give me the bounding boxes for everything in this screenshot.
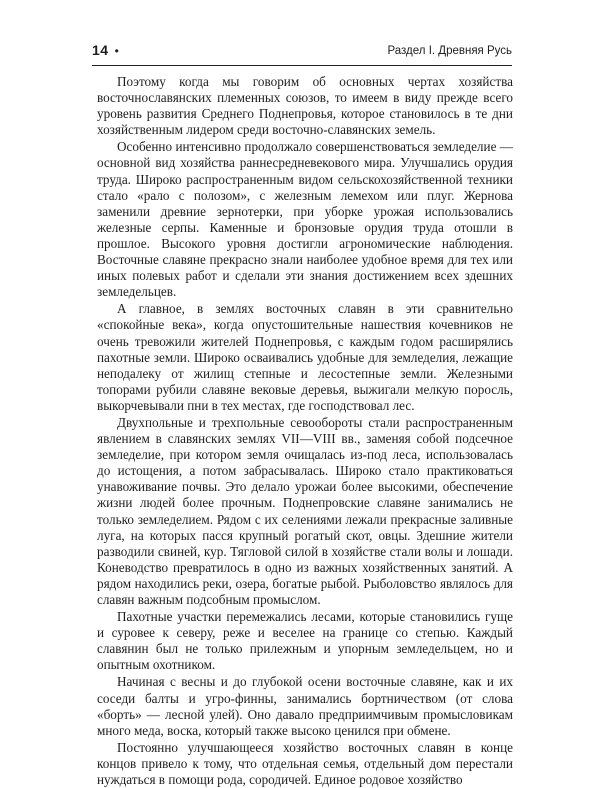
paragraph: Особенно интенсивно продолжало совершенствоваться земледелие — основной вид хозяйства раннесредневекового мира. Улучшались орудия труда. Широко распространенным видом сельскохозяйственной техники стало «рало с полозом», с железным лемехом или плуг. Жернова заменили древние зернотерки, при уборке урожая использовались железные серпы. Каменные и бронзовые орудия труда отошли в прошлое. Высокого уровня достигли агрономические наблюдения. Восточные славяне прекрасно знали наиболее удобное время для тех или иных полевых работ и сделали эти знания достижением всех здешних земледельцев. — [97, 139, 513, 300]
paragraph: Пахотные участки перемежались лесами, которые становились гуще и суровее к северу, реже и веселее на границе со степью. Каждый славянин был не только прилежным и упорным земледельцем, но и опытным охотником. — [97, 609, 513, 673]
body-text — [97, 74, 513, 788]
page-number-group — [92, 42, 119, 60]
paragraph: А главное, в землях восточных славян в эти сравнительно «спокойные века», когда опустошительные нашествия кочевников не очень тревожили жителей Поднепровья, с каждым годом расширялись пахотные земли. Широко осваивались удобные для земледелия, лежащие неподалеку от жилищ степные и лесостепные земли. Железными топорами рубили славяне вековые деревья, выжигали мелкую поросль, выкорчевывали пни в тех местах, где господствовал лес. — [97, 301, 513, 413]
running-head — [92, 40, 512, 62]
paragraph: Постоянно улучшающееся хозяйство восточных славян в конце концов привело к тому, что отдельная семья, отдельный дом перестали нуждаться в помощи рода, сородичей. Единое родовое хозяйство — [97, 739, 513, 788]
section-title: Раздел I. Древняя Русь — [387, 45, 512, 57]
paragraph: Поэтому когда мы говорим об основных чертах хозяйства восточнославянских племенных союзов, то имеем в виду прежде всего уровень развития Среднего Поднепровья, которое становилось в те дни хозяйственным лидером среди восточно-славянских земель. — [97, 74, 513, 138]
paragraph: Двухпольные и трехпольные севообороты стали распространенным явлением в славянских землях VII—VIII вв., заменяя собой подсечное земледелие, при котором земля очищалась из-под леса, использовалась до истощения, а потом забрасывалась. Широко стало практиковаться унавоживание почвы. Это делало урожаи более высокими, обеспечение жизни людей более прочным. Поднепровские славяне занимались не только земледелием. Рядом с их селениями лежали прекрасные заливные луга, на которых пасся крупный рогатый скот, овцы. Здешние жители разводили свиней, кур. Тягловой силой в хозяйстве стали волы и лошади. Коневодство превратилось в одно из важных хозяйственных занятий. А рядом находились реки, озера, богатые рыбой. Рыболовство являлось для славян важным подсобным промыслом. — [97, 414, 513, 607]
paragraph: Начиная с весны и до глубокой осени восточные славяне, как и их соседи балты и угро-финны, занимались бортничеством (от слова «борть» — лесной улей). Оно давало предприимчивым промысловикам много меда, воска, который также высоко ценился при обмене. — [97, 674, 513, 738]
header-rule — [92, 65, 512, 66]
page-number: 14 — [92, 42, 109, 58]
header-bullet: • — [114, 44, 119, 58]
